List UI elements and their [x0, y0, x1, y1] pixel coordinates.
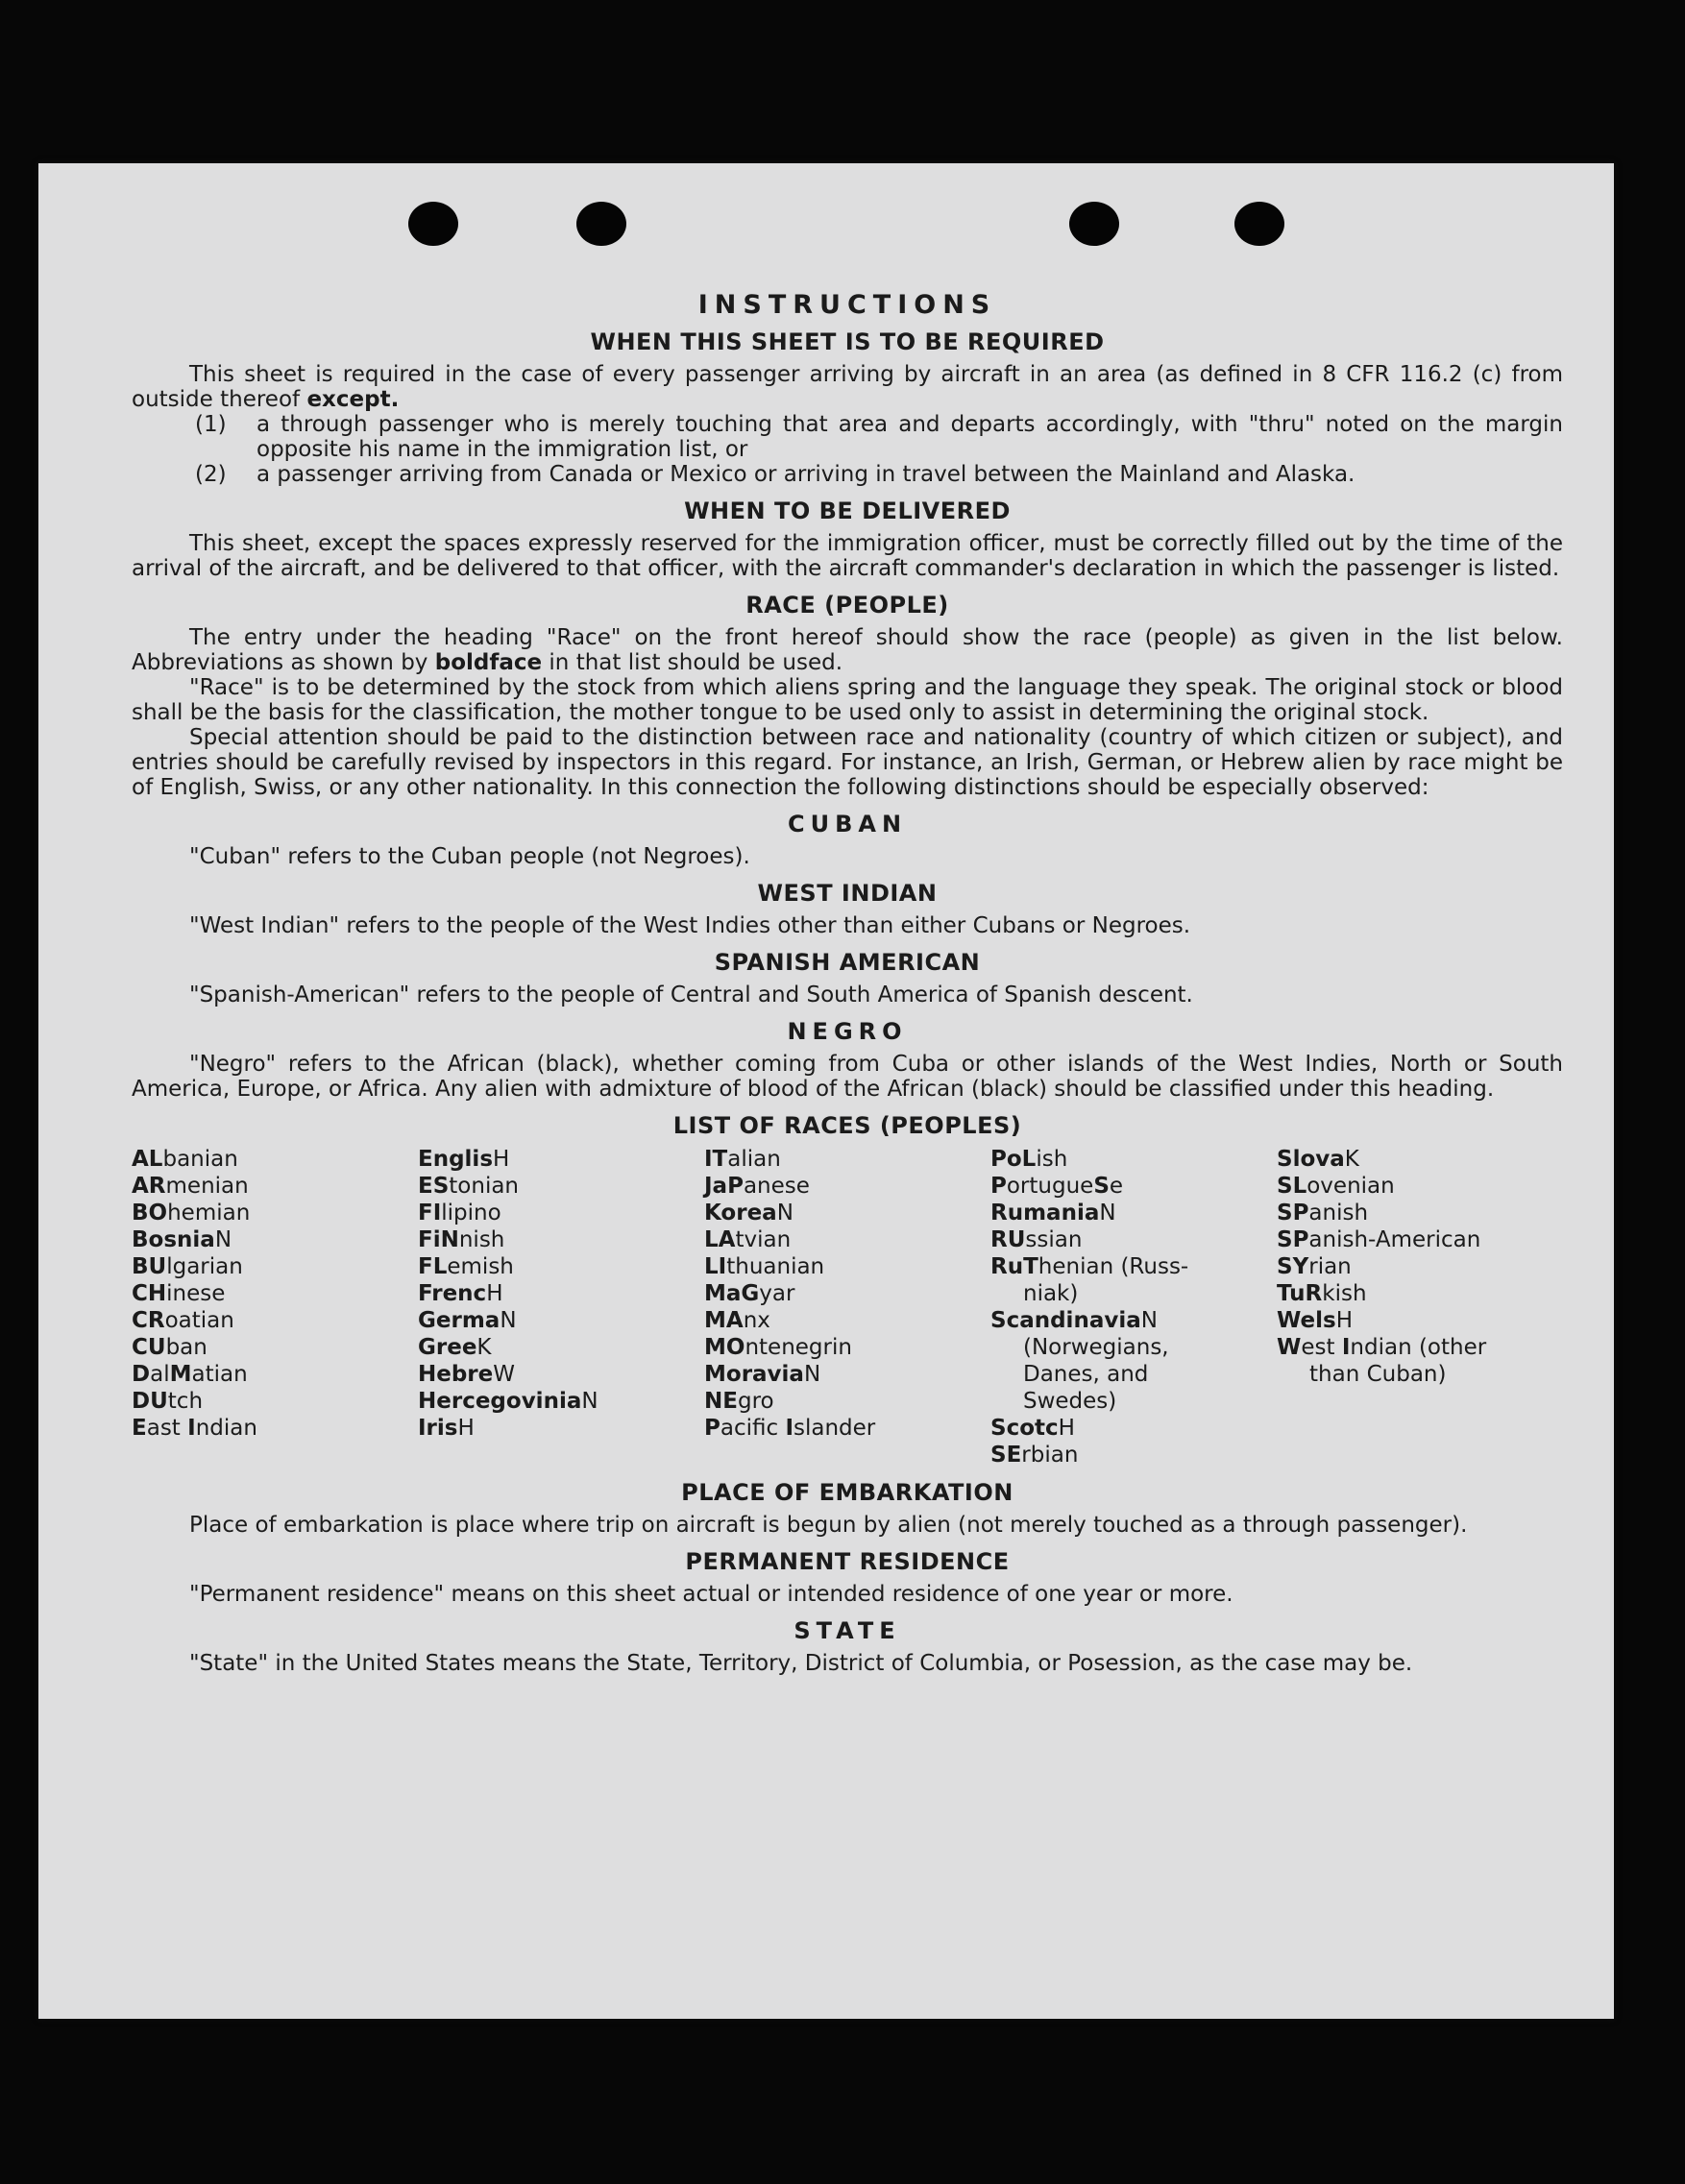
race-entry: FLemish [418, 1254, 514, 1279]
section-title-residence: PERMANENT RESIDENCE [685, 1548, 1010, 1575]
race-entry: JaPanese [704, 1174, 810, 1199]
race-entry: DalMatian [132, 1362, 248, 1387]
required-item-1: (1) a through passenger who is merely touching that area and departs accordingly, with "thru" noted on the margin opposite his name in the immigration list, or [195, 412, 1563, 462]
punch-hole [1234, 202, 1284, 246]
west-indian-text: "West Indian" refers to the people of the West Indies other than either Cubans or Negroes. [189, 913, 1191, 938]
race-entry: Swedes) [1023, 1389, 1117, 1414]
spanish-american-text: "Spanish-American" refers to the people of Central and South America of Spanish descent. [189, 983, 1193, 1007]
race-entry: NEgro [704, 1389, 774, 1414]
race-entry: (Norwegians, [1023, 1335, 1169, 1360]
race-entry: BOhemian [132, 1201, 251, 1225]
race-paragraph-1: The entry under the heading "Race" on the front hereof should show the race (people) as given in the list below. Abbreviations as shown by boldface in that list should be used. [132, 625, 1563, 675]
race-entry: HercegoviniaN [418, 1389, 598, 1414]
race-entry: MOntenegrin [704, 1335, 852, 1360]
race-entry: RumaniaN [990, 1201, 1116, 1225]
race-entry: SPanish-American [1277, 1227, 1481, 1252]
race-entry: BosniaN [132, 1227, 232, 1252]
race-entry: RUssian [990, 1227, 1083, 1252]
section-title-west-indian: WEST INDIAN [757, 880, 938, 907]
race-entry: EStonian [418, 1174, 520, 1199]
race-entry: MoraviaN [704, 1362, 821, 1387]
race-entry: FIlipino [418, 1201, 501, 1225]
state-text: "State" in the United States means the State, Territory, District of Columbia, or Posession, as the case may be. [189, 1651, 1413, 1676]
races-column [418, 1146, 704, 1468]
section-title-cuban: CUBAN [787, 811, 908, 837]
race-entry: RuThenian (Russ- [990, 1254, 1189, 1279]
race-entry: PortugueSe [990, 1174, 1124, 1199]
instructions-content [132, 290, 1563, 1676]
race-entry: EnglisH [418, 1147, 510, 1172]
race-entry: MaGyar [704, 1281, 795, 1306]
section-title-state: STATE [794, 1617, 901, 1644]
race-entry: SLovenian [1277, 1174, 1395, 1199]
race-entry: FiNnish [418, 1227, 505, 1252]
list-of-races-title: LIST OF RACES (PEOPLES) [672, 1112, 1022, 1139]
race-entry: MAnx [704, 1308, 770, 1333]
section-title-embarkation: PLACE OF EMBARKATION [681, 1479, 1013, 1506]
negro-text: "Negro" refers to the African (black), whether coming from Cuba or other islands of the West Indies, North or South America, Europe, or Africa. Any alien with admixture of blood of the African (black) should be classified under this heading. [132, 1052, 1563, 1102]
document-sheet [38, 163, 1614, 2019]
race-entry: IrisH [418, 1416, 475, 1441]
race-entry: Pacific Islander [704, 1416, 876, 1441]
races-column [990, 1146, 1277, 1468]
race-entry: KoreaN [704, 1201, 794, 1225]
race-entry: than Cuban) [1309, 1362, 1447, 1387]
race-entry: SPanish [1277, 1201, 1369, 1225]
race-paragraph-2: "Race" is to be determined by the stock from which aliens spring and the language they speak. The original stock or blood shall be the basis for the classification, the mother tongue to be used only to assist in determining the original stock. [132, 675, 1563, 725]
race-entry: GreeK [418, 1335, 492, 1360]
races-column [1277, 1146, 1563, 1468]
punch-hole [408, 202, 458, 246]
race-entry: West Indian (other [1277, 1335, 1487, 1360]
section-title-required: WHEN THIS SHEET IS TO BE REQUIRED [590, 328, 1105, 355]
race-entry: ALbanian [132, 1147, 238, 1172]
race-entry: East Indian [132, 1416, 257, 1441]
embarkation-text: Place of embarkation is place where trip on aircraft is begun by alien (not merely touched as a through passenger). [189, 1513, 1468, 1538]
required-item-2: (2) a passenger arriving from Canada or Mexico or arriving in travel between the Mainland and Alaska. [195, 462, 1355, 487]
races-column [132, 1146, 418, 1468]
race-entry: SlovaK [1277, 1147, 1359, 1172]
race-entry: BUlgarian [132, 1254, 243, 1279]
required-intro: This sheet is required in the case of every passenger arriving by aircraft in an area (as defined in 8 CFR 116.2 (c) from outside thereof except. [132, 362, 1563, 412]
race-entry: ITalian [704, 1147, 781, 1172]
race-entry: TuRkish [1277, 1281, 1367, 1306]
residence-text: "Permanent residence" means on this sheet actual or intended residence of one year or more. [189, 1582, 1233, 1607]
race-entry: CRoatian [132, 1308, 234, 1333]
race-entry: SErbian [990, 1443, 1079, 1468]
race-entry: LIthuanian [704, 1254, 825, 1279]
race-entry: DUtch [132, 1389, 204, 1414]
punch-hole [576, 202, 626, 246]
race-entry: niak) [1023, 1281, 1079, 1306]
race-entry: LAtvian [704, 1227, 792, 1252]
race-entry: HebreW [418, 1362, 516, 1387]
race-entry: PoLish [990, 1147, 1068, 1172]
page-title: INSTRUCTIONS [697, 290, 997, 320]
race-entry: SYrian [1277, 1254, 1352, 1279]
race-entry: GermaN [418, 1308, 517, 1333]
race-entry: ScandinaviaN [990, 1308, 1158, 1333]
section-title-race: RACE (PEOPLE) [745, 592, 949, 619]
cuban-text: "Cuban" refers to the Cuban people (not Negroes). [189, 844, 750, 869]
race-paragraph-3: Special attention should be paid to the distinction between race and nationality (country of which citizen or subject), and entries should be carefully revised by inspectors in this regard. For instance, an Irish, German, or Hebrew alien by race might be of English, Swiss, or any other nationality. In this connection the following distinctions should be especially observed: [132, 725, 1563, 800]
section-title-delivered: WHEN TO BE DELIVERED [684, 497, 1011, 524]
race-entry: Danes, and [1023, 1362, 1149, 1387]
race-entry: CHinese [132, 1281, 226, 1306]
delivered-text: This sheet, except the spaces expressly reserved for the immigration officer, must be correctly filled out by the time of the arrival of the aircraft, and be delivered to that officer, with the aircraft commander's declaration in which the passenger is listed. [132, 531, 1563, 581]
section-title-spanish-american: SPANISH AMERICAN [714, 949, 981, 976]
punch-hole [1069, 202, 1119, 246]
race-entry: CUban [132, 1335, 208, 1360]
race-entry: FrencH [418, 1281, 503, 1306]
race-entry: WelsH [1277, 1308, 1354, 1333]
race-entry: ARmenian [132, 1174, 249, 1199]
section-title-negro: NEGRO [787, 1018, 908, 1045]
race-entry: ScotcH [990, 1416, 1075, 1441]
races-column [704, 1146, 990, 1468]
races-list [132, 1146, 1563, 1468]
